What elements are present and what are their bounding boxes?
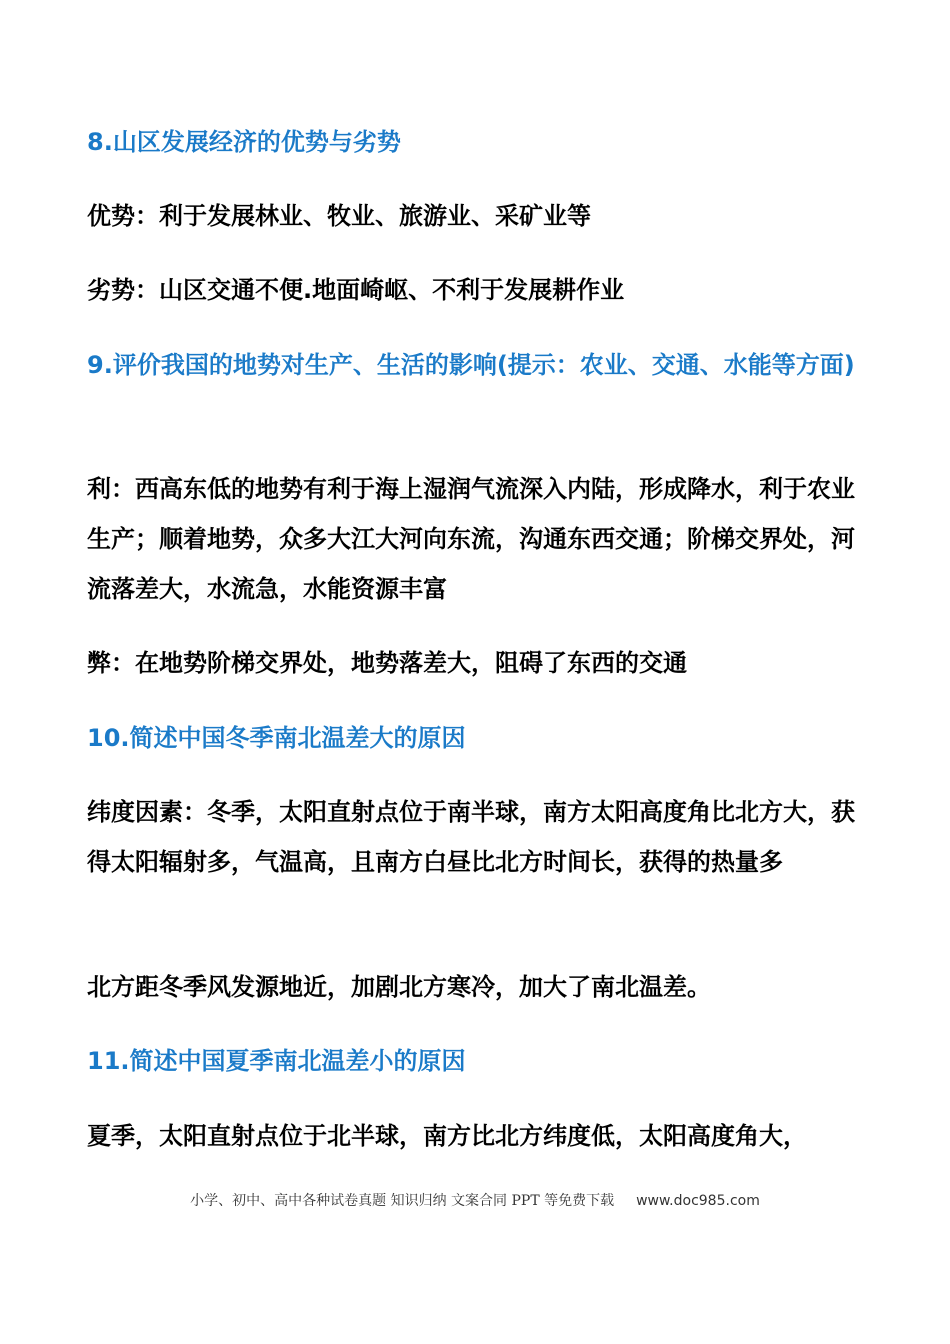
paragraph-latitude-factor: 纬度因素：冬季，太阳直射点位于南半球，南方太阳高度角比北方大，获得太阳辐射多，气温高，且南方白昼比北方时间长，获得的热量多 (87, 798, 855, 876)
paragraph-disadvantages: 劣势：山区交通不便.地面崎岖、不利于发展耕作业 (87, 276, 625, 304)
paragraph-pros: 利：西高东低的地势有利于海上湿润气流深入内陆，形成降水，利于农业生产；顺着地势，众多大江大河向东流，沟通东西交通；阶梯交界处，河流落差大，水流急，水能资源丰富 (87, 475, 855, 603)
heading-9: 9.评价我国的地势对生产、生活的影响(提示：农业、交通、水能等方面) (87, 351, 855, 379)
paragraph-summer: 夏季，太阳直射点位于北半球，南方比北方纬度低，太阳高度角大， (87, 1122, 807, 1150)
footer-text: 小学、初中、高中各种试卷真题 知识归纳 文案合同 PPT 等免费下载 (190, 1193, 615, 1209)
heading-10: 10.简述中国冬季南北温差大的原因 (87, 724, 466, 752)
footer-site-link[interactable]: www.doc985.com (636, 1193, 760, 1209)
paragraph-advantages: 优势：利于发展林业、牧业、旅游业、采矿业等 (87, 202, 591, 230)
page-footer (0, 1190, 950, 1210)
heading-8: 8.山区发展经济的优势与劣势 (87, 128, 401, 156)
heading-11: 11.简述中国夏季南北温差小的原因 (87, 1047, 466, 1075)
paragraph-cons: 弊：在地势阶梯交界处，地势落差大，阻碍了东西的交通 (87, 649, 687, 677)
paragraph-winter-monsoon: 北方距冬季风发源地近，加剧北方寒冷，加大了南北温差。 (87, 973, 711, 1001)
